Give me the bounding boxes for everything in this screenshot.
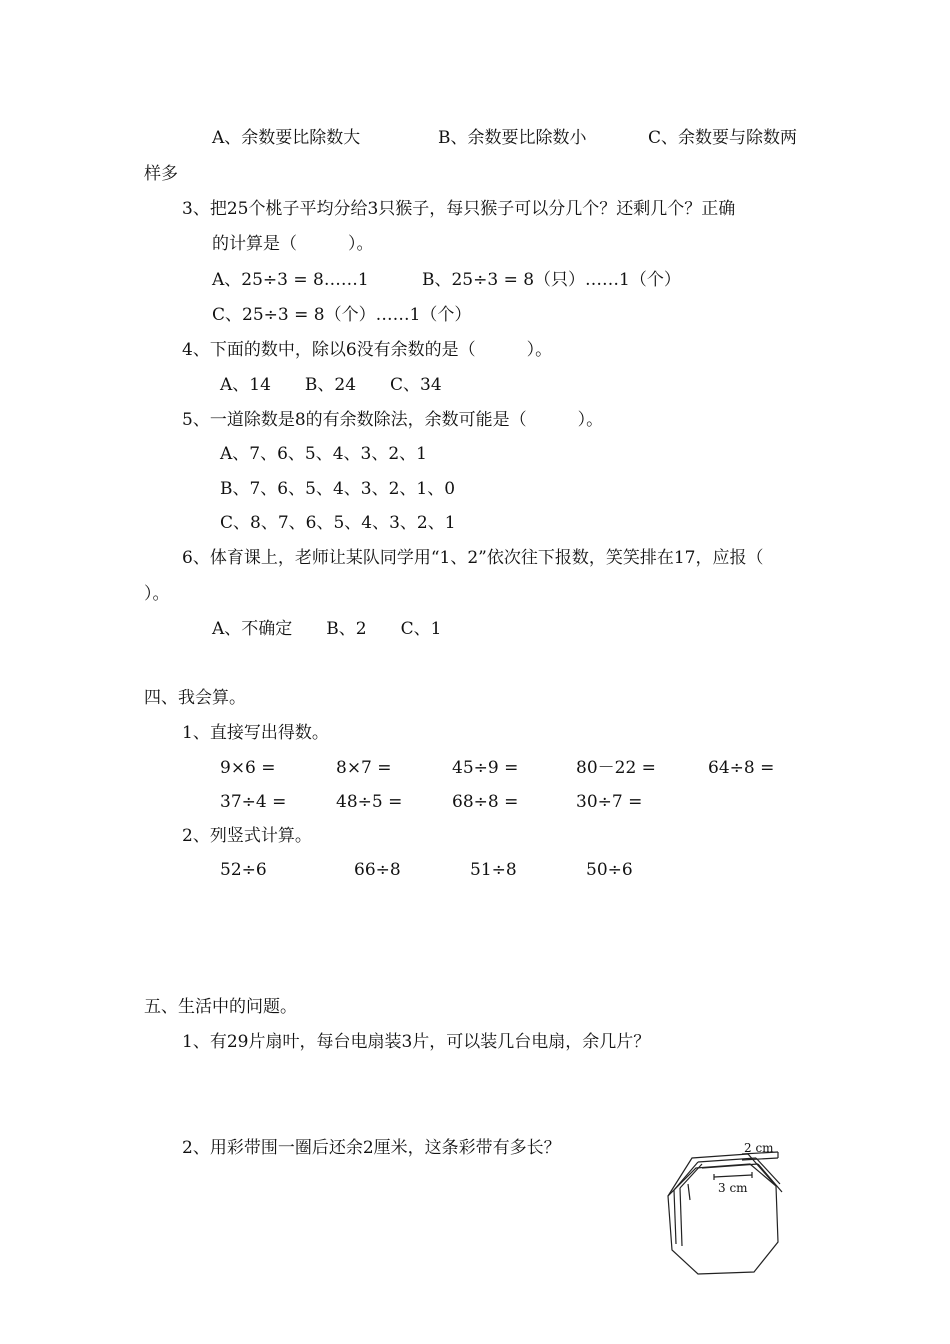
q4-stem: 4、下面的数中，除以6没有余数的是（ ）。 bbox=[182, 340, 553, 360]
vertical-calc-item: 66÷8 bbox=[354, 860, 401, 880]
q3-stem-continued: 的计算是（ ）。 bbox=[212, 234, 374, 254]
q2-option-a: A、余数要比除数大 bbox=[212, 128, 361, 148]
section4-heading: 四、我会算。 bbox=[144, 688, 246, 708]
calc-item: 45÷9 = bbox=[452, 758, 519, 778]
section5-heading: 五、生活中的问题。 bbox=[144, 997, 297, 1017]
q2-option-b: B、余数要比除数小 bbox=[438, 128, 587, 148]
s4-q2-stem: 2、列竖式计算。 bbox=[182, 826, 312, 846]
calc-item: 30÷7 = bbox=[576, 792, 643, 812]
calc-item: 80－22 = bbox=[576, 758, 656, 778]
q5-option-a: A、7、6、5、4、3、2、1 bbox=[220, 444, 427, 464]
q5-option-c: C、8、7、6、5、4、3、2、1 bbox=[220, 513, 456, 533]
q3-option-a: A、25÷3 = 8……1 bbox=[212, 270, 369, 290]
calc-item: 37÷4 = bbox=[220, 792, 287, 812]
q3-option-b: B、25÷3 = 8（只）……1（个） bbox=[422, 270, 681, 290]
s5-q1: 1、有29片扇叶，每台电扇装3片，可以装几台电扇，余几片？ bbox=[182, 1032, 651, 1052]
q6-stem-continued: ）。 bbox=[144, 584, 170, 604]
q2-option-c: C、余数要与除数两 bbox=[648, 128, 798, 148]
calc-item: 8×7 = bbox=[336, 758, 392, 778]
calc-item: 9×6 = bbox=[220, 758, 276, 778]
calc-item: 64÷8 = bbox=[708, 758, 775, 778]
q2-option-c-continued: 样多 bbox=[144, 164, 178, 184]
s4-q1-stem: 1、直接写出得数。 bbox=[182, 723, 329, 743]
label-3cm: 3 cm bbox=[718, 1181, 748, 1195]
calc-item: 68÷8 = bbox=[452, 792, 519, 812]
q3-stem: 3、把25个桃子平均分给3只猴子，每只猴子可以分几个？还剩几个？正确 bbox=[182, 199, 736, 219]
vertical-calc-item: 52÷6 bbox=[220, 860, 267, 880]
q5-option-b: B、7、6、5、4、3、2、1、0 bbox=[220, 479, 456, 499]
q5-stem: 5、一道除数是8的有余数除法，余数可能是（ ）。 bbox=[182, 410, 604, 430]
q4-options: A、14 B、24 C、34 bbox=[220, 375, 442, 395]
label-2cm: 2 cm bbox=[744, 1141, 774, 1155]
q3-option-c: C、25÷3 = 8（个）……1（个） bbox=[212, 305, 472, 325]
vertical-calc-item: 50÷6 bbox=[586, 860, 633, 880]
q6-stem: 6、体育课上，老师让某队同学用“1、2”依次往下报数，笑笑排在17，应报（ bbox=[182, 548, 764, 568]
octagon-ribbon-figure bbox=[662, 1140, 786, 1276]
s5-q2: 2、用彩带围一圈后还余2厘米，这条彩带有多长？ bbox=[182, 1138, 561, 1158]
q6-options: A、不确定 B、2 C、1 bbox=[212, 619, 442, 639]
calc-item: 48÷5 = bbox=[336, 792, 403, 812]
vertical-calc-item: 51÷8 bbox=[470, 860, 517, 880]
